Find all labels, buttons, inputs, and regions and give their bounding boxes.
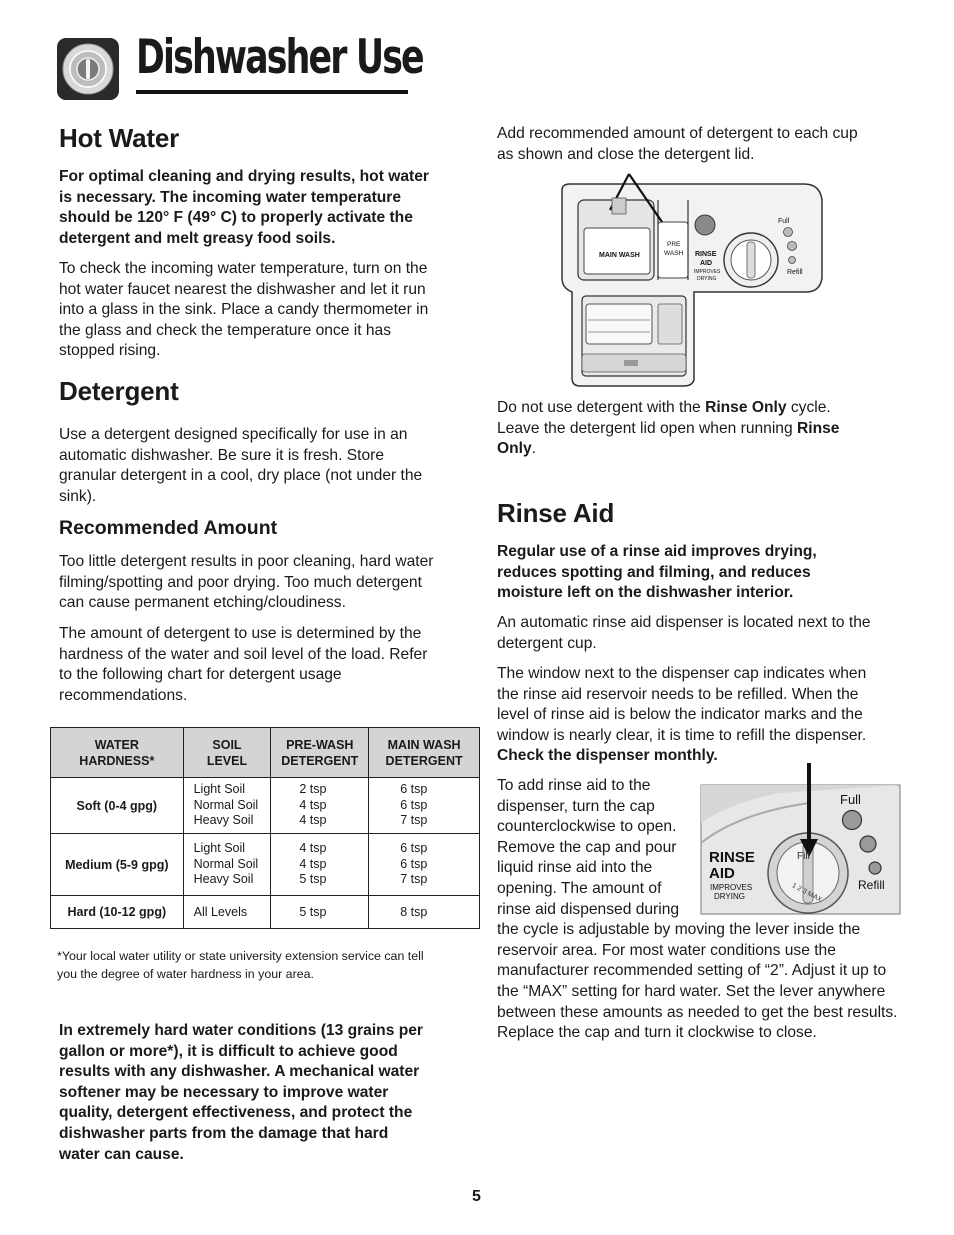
hardness-cell: Soft (0-4 gpg) [51, 778, 184, 834]
rinse-aid-paragraph-2: The window next to the dispenser cap indicates when the rinse aid reservoir needs to be refilled. When the level of rinse aid is below the indicator marks and the window is nearly clear, it is time to refill the dispenser. Check the dispenser monthly. [497, 665, 867, 765]
detergent-dispenser-illustration [554, 170, 830, 388]
label-full: Full [778, 218, 790, 225]
closeup-label-fill: Fill [797, 851, 810, 862]
detergent-chart-table [50, 727, 480, 929]
add-detergent-paragraph: Add recommended amount of detergent to each cup as shown and close the detergent lid. [497, 125, 858, 163]
label-drying: DRYING [697, 276, 717, 282]
rinse-aid-paragraph-1: An automatic rinse aid dispenser is located next to the detergent cup. [497, 614, 871, 652]
page-title: Dishwasher Use [136, 30, 423, 85]
prewash-cell: 5 tsp [271, 896, 369, 929]
header-soil-level: SOIL LEVEL [183, 728, 271, 778]
label-aid: AID [700, 260, 713, 267]
mainwash-cell: 8 tsp [369, 896, 480, 929]
recommended-paragraph-1: Too little detergent results in poor cleaning, hard water filming/spotting and poor drying. Too much detergent can cause permanent etching/cloudiness. [59, 553, 434, 612]
header-mainwash: MAIN WASH DETERGENT [369, 728, 480, 778]
rinse-aid-closeup-illustration [699, 763, 902, 916]
hot-water-paragraph: To check the incoming water temperature, turn on the hot water faucet nearest the dishwasher and let it run into a glass in the sink. Place a candy thermometer in the glass and check the temperature once it has stopped rising. [59, 260, 429, 360]
table-row [51, 778, 480, 834]
closeup-label-rinse: RINSE [709, 849, 755, 866]
hardness-cell: Hard (10-12 gpg) [51, 896, 184, 929]
closeup-label-scale: 1 2 3 MAX [790, 882, 823, 904]
soil-cell: All Levels [183, 896, 271, 929]
closeup-label-full: Full [840, 792, 861, 807]
header-logo [57, 38, 119, 100]
closeup-label-drying: DRYING [714, 892, 745, 901]
dishwasher-dial-icon [57, 38, 119, 100]
rinse-aid-heading: Rinse Aid [497, 498, 615, 528]
rinse-aid-bold-paragraph: Regular use of a rinse aid improves drying, reduces spotting and filming, and reduces moisture left on the dishwasher interior. [497, 543, 817, 602]
label-rinse: RINSE [695, 251, 717, 258]
mainwash-cell: 6 tsp 6 tsp 7 tsp [369, 778, 480, 834]
label-wash: WASH [664, 250, 684, 257]
hot-water-heading: Hot Water [59, 123, 180, 153]
label-pre: PRE [667, 241, 681, 248]
header-prewash: PRE-WASH DETERGENT [271, 728, 369, 778]
prewash-cell: 2 tsp 4 tsp 4 tsp [271, 778, 369, 834]
label-main-wash: MAIN WASH [599, 252, 640, 259]
prewash-cell: 4 tsp 4 tsp 5 tsp [271, 834, 369, 896]
hard-water-warning: In extremely hard water conditions (13 grains per gallon or more*), it is difficult to achieve good results with any dishwasher. A mechanical water softener may be necessary to improve water quality, detergent effectiveness, and protect the dishwasher parts from the damage that hard water can cause. [59, 1022, 423, 1163]
soil-cell: Light Soil Normal Soil Heavy Soil [183, 778, 271, 834]
rinse-only-note: Do not use detergent with the Rinse Only cycle. Leave the detergent lid open when running Rinse Only. [497, 399, 840, 458]
label-improves: IMPROVES [694, 269, 721, 275]
soil-cell: Light Soil Normal Soil Heavy Soil [183, 834, 271, 896]
label-refill: Refill [787, 269, 803, 276]
closeup-label-aid: AID [709, 865, 735, 882]
page-number: 5 [472, 1188, 481, 1205]
detergent-heading: Detergent [59, 376, 179, 406]
recommended-paragraph-2: The amount of detergent to use is determined by the hardness of the water and soil level of the load. Refer to the following chart for detergent usage recommendations. [59, 625, 428, 704]
mainwash-cell: 6 tsp 6 tsp 7 tsp [369, 834, 480, 896]
recommended-amount-heading: Recommended Amount [59, 517, 278, 539]
closeup-label-refill: Refill [858, 878, 885, 892]
title-underline [136, 90, 408, 94]
hot-water-bold-paragraph: For optimal cleaning and drying results, hot water is necessary. The incoming water temperature should be 120° F (49° C) to properly activate the detergent and melt greasy food soils. [59, 168, 429, 247]
rinse-aid-paragraph-3: To add rinse aid to the dispenser, turn the cap counterclockwise to open. Remove the cap and pour liquid rinse aid into the opening. The amount of rinse aid dispensed during the cycle is adjustable by moving the lever inside the reservoir area. For most water conditions use the manufacturer recommended setting of “2”. Adjust it up to the “MAX” setting for hard water. Set the lever anywhere between these amounts as needed to get the best results. Replace the cap and turn it clockwise to close. [497, 777, 898, 1042]
table-row [51, 896, 480, 929]
closeup-label-improves: IMPROVES [710, 883, 753, 892]
table-row [51, 834, 480, 896]
hardness-cell: Medium (5-9 gpg) [51, 834, 184, 896]
table-footnote: *Your local water utility or state university extension service can tell you the degree of water hardness in your area. [57, 949, 424, 981]
detergent-paragraph: Use a detergent designed specifically for use in an automatic dishwasher. Be sure it is fresh. Store granular detergent in a cool, dry place (not under the sink). [59, 426, 423, 505]
header-water-hardness: WATER HARDNESS* [51, 728, 184, 778]
